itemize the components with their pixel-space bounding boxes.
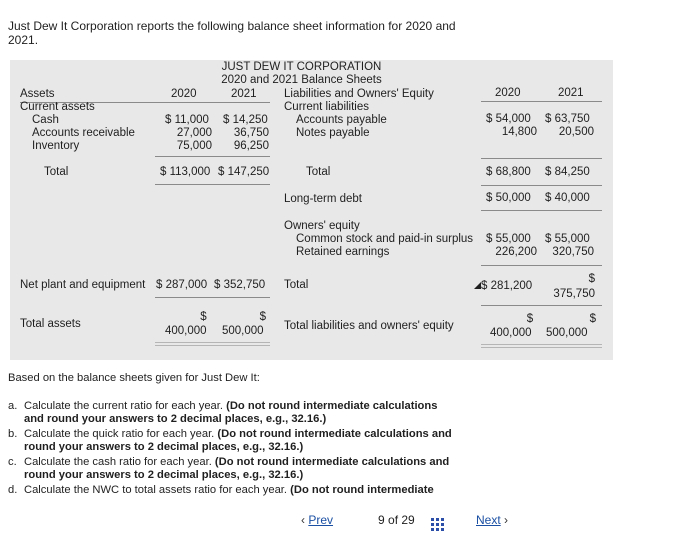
ltd-label: Long-term debt [284, 193, 362, 205]
question-b-bold-1: (Do not round intermediate calculations and [217, 428, 452, 440]
current-assets-total-2020: $ 113,000 [160, 166, 211, 178]
retained-earnings-2020: 226,200 [495, 246, 537, 258]
payable-label: Accounts payable [296, 114, 387, 126]
notes-payable-2021: 20,500 [558, 126, 594, 138]
questions-intro: Based on the balance sheets given for Just Dew It: [8, 372, 260, 384]
npe-2021: $ 352,750 [214, 279, 266, 291]
ltd-rule [481, 210, 602, 211]
page-total: of 29 [388, 513, 415, 527]
page-current: 9 [378, 513, 385, 527]
retained-earnings-2021: 320,750 [552, 246, 594, 258]
ltd-2021: $ 40,000 [545, 192, 590, 204]
total-liab-equity-2020-symbol: $ [526, 313, 534, 325]
npe-rule [155, 297, 270, 298]
total-assets-rule-2 [155, 345, 270, 346]
question-d-letter: d. [8, 484, 18, 496]
current-liab-total-2020: $ 68,800 [486, 166, 531, 178]
current-liab-rule [481, 158, 602, 159]
total-assets-2020: 400,000 [165, 325, 207, 337]
prev-button[interactable] [301, 513, 333, 527]
current-assets-total-label: Total [44, 166, 69, 178]
assets-year-2020: 2020 [171, 88, 197, 100]
total-assets-2021-symbol: $ [259, 311, 266, 323]
question-b-text: Calculate the quick ratio for each year. [24, 428, 215, 440]
equity-total-2021-symbol: $ [588, 273, 595, 285]
liab-header-rule [481, 101, 602, 102]
question-b [8, 428, 452, 441]
prev-label: Prev [308, 513, 334, 527]
question-d-text: Calculate the NWC to total assets ratio for each year. [24, 484, 288, 496]
total-assets-2021: 500,000 [222, 325, 264, 337]
sheet-subtitle: 2020 and 2021 Balance Sheets [221, 74, 382, 86]
npe-2020: $ 287,000 [156, 279, 208, 291]
question-c-bold-2: round your answers to 2 decimal places, e.g., 32.16.) [24, 469, 304, 481]
receivables-2020: 27,000 [176, 127, 212, 139]
total-liab-equity-2020: 400,000 [490, 327, 532, 339]
question-c [8, 456, 449, 469]
receivables-label: Accounts receivable [32, 127, 135, 139]
notes-payable-label: Notes payable [296, 127, 370, 139]
total-liab-equity-label: Total liabilities and owners' equity [284, 320, 454, 332]
chevron-left-icon: ‹ [301, 513, 305, 527]
question-c-bold-1: (Do not round intermediate calculations and [214, 456, 450, 468]
question-b-bold-2: round your answers to 2 decimal places, e.g., 32.16.) [24, 441, 304, 453]
cash-2021: $ 14,250 [223, 114, 268, 126]
page-indicator [378, 513, 415, 527]
question-c-letter: c. [8, 456, 17, 468]
liab-year-2020: 2020 [495, 87, 521, 99]
notes-payable-2020: 14,800 [501, 126, 537, 138]
inventory-label: Inventory [32, 140, 80, 152]
question-a-letter: a. [8, 400, 18, 412]
company-title: JUST DEW IT CORPORATION [221, 61, 382, 73]
total-assets-2020-symbol: $ [200, 311, 207, 323]
assets-total-rule [155, 184, 270, 185]
equity-total-2020: $ 281,200 [481, 280, 533, 292]
question-a-bold-2: and round your answers to 2 decimal places, e.g., 32.16.) [24, 413, 327, 425]
payable-2021: $ 63,750 [545, 113, 590, 125]
current-assets-label: Current assets [20, 101, 95, 113]
assets-heading: Assets [20, 88, 55, 100]
common-stock-2021: $ 55,000 [545, 233, 590, 245]
retained-earnings-label: Retained earnings [296, 246, 390, 258]
equity-total-2021: 375,750 [553, 288, 595, 300]
current-assets-total-2021: $ 147,250 [218, 166, 270, 178]
total-liab-equity-2021-symbol: $ [589, 313, 596, 325]
ltd-2020: $ 50,000 [486, 192, 531, 204]
question-d [8, 484, 434, 497]
total-assets-label: Total assets [20, 318, 81, 330]
grid-icon[interactable] [431, 518, 447, 532]
question-b-letter: b. [8, 428, 18, 440]
current-liabilities-label: Current liabilities [284, 101, 370, 113]
npe-label: Net plant and equipment [20, 279, 146, 291]
common-stock-2020: $ 55,000 [486, 233, 531, 245]
receivables-2021: 36,750 [233, 127, 269, 139]
current-assets-rule [155, 156, 270, 157]
chevron-right-icon: › [504, 513, 509, 527]
cash-label: Cash [32, 114, 59, 126]
assets-year-2021: 2021 [231, 88, 257, 100]
question-d-bold-1: (Do not round intermediate [290, 484, 434, 496]
question-a [8, 400, 437, 413]
equity-rule [481, 265, 602, 266]
total-liab-equity-2021: 500,000 [546, 327, 588, 339]
current-liab-total-2021: $ 84,250 [545, 166, 590, 178]
total-assets-rule-1 [155, 342, 270, 343]
intro-line-2: 2021. [8, 33, 39, 47]
intro-line-1: Just Dew It Corporation reports the following balance sheet information for 2020 and [8, 19, 456, 33]
total-liab-rule-2 [481, 347, 602, 348]
liabilities-heading: Liabilities and Owners' Equity [284, 88, 434, 100]
liab-total-rule [481, 185, 602, 186]
inventory-2020: 75,000 [176, 140, 212, 152]
question-c-text: Calculate the cash ratio for each year. [24, 456, 212, 468]
common-stock-label: Common stock and paid-in surplus [296, 233, 474, 245]
cash-2020: $ 11,000 [165, 114, 209, 126]
owners-equity-label: Owners' equity [284, 220, 360, 232]
liab-year-2021: 2021 [558, 87, 584, 99]
question-a-bold-1: (Do not round intermediate calculations [226, 400, 438, 412]
current-liab-total-label: Total [306, 166, 331, 178]
inventory-2021: 96,250 [233, 140, 269, 152]
next-button[interactable] [476, 513, 508, 527]
total-liab-rule-1 [481, 344, 602, 345]
equity-total-rule [481, 305, 602, 306]
next-label: Next [476, 513, 501, 527]
equity-total-label: Total [284, 279, 309, 291]
payable-2020: $ 54,000 [486, 113, 531, 125]
question-a-text: Calculate the current ratio for each year. [24, 400, 223, 412]
